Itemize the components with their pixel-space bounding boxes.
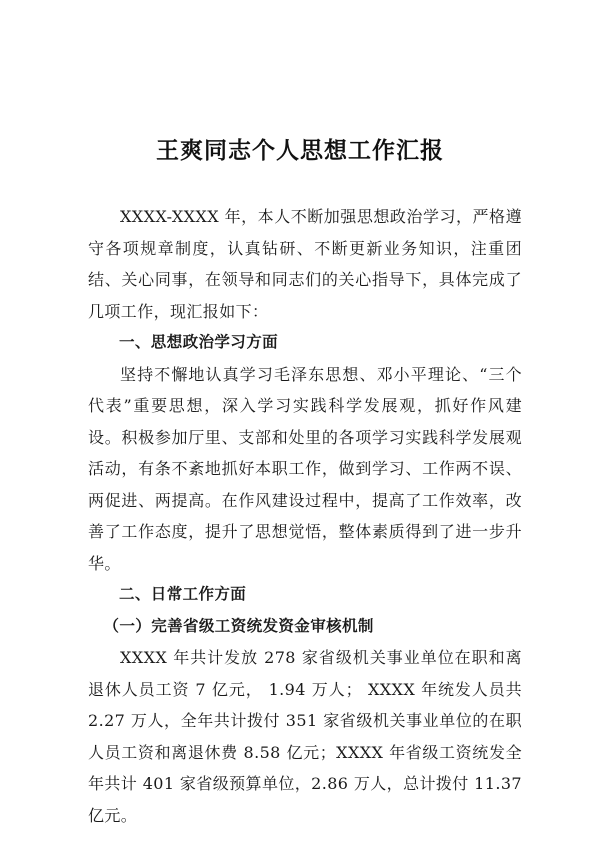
document-title: 王爽同志个人思想工作汇报 — [156, 138, 444, 164]
intro-paragraph: XXXX-XXXX 年，本人不断加强思想政治学习，严格遵守各项规章制度，认真钻研、不断更新业务知识，注重团结、关心同事，在领导和同志们的关心指导下，具体完成了几项工作，现汇报如下： — [88, 207, 522, 321]
section2-subheading: （一）完善省级工资统发资金审核机制 — [103, 616, 374, 635]
section2-paragraph: XXXX 年共计发放 278 家省级机关事业单位在职和离退休人员工资 7 亿元， 1.94 万人； XXXX 年统发人员共 2.27 万人，全年共计拨付 351 家省级机关事业单位的在职人员工资和离退休费 8.58 亿元；XXXX 年省级工资统发全年共计 401 家省级预算单位，2.86 万人，总计拨付 11.37 亿元。 — [88, 648, 522, 825]
section2-heading: 二、日常工作方面 — [119, 585, 247, 603]
section1-heading: 一、思想政治学习方面 — [119, 333, 279, 351]
document-body — [88, 201, 522, 831]
section1-paragraph: 坚持不懈地认真学习毛泽东思想、邓小平理论、“三个代表”重要思想，深入学习实践科学发展观，抓好作风建设。积极参加厅里、支部和处里的各项学习实践科学发展观活动，有条不紊地抓好本职工作，做到学习、工作两不误、两促进、两提高。在作风建设过程中，提高了工作效率，改善了工作态度，提升了思想觉悟，整体素质得到了进一步升华。 — [88, 364, 522, 573]
